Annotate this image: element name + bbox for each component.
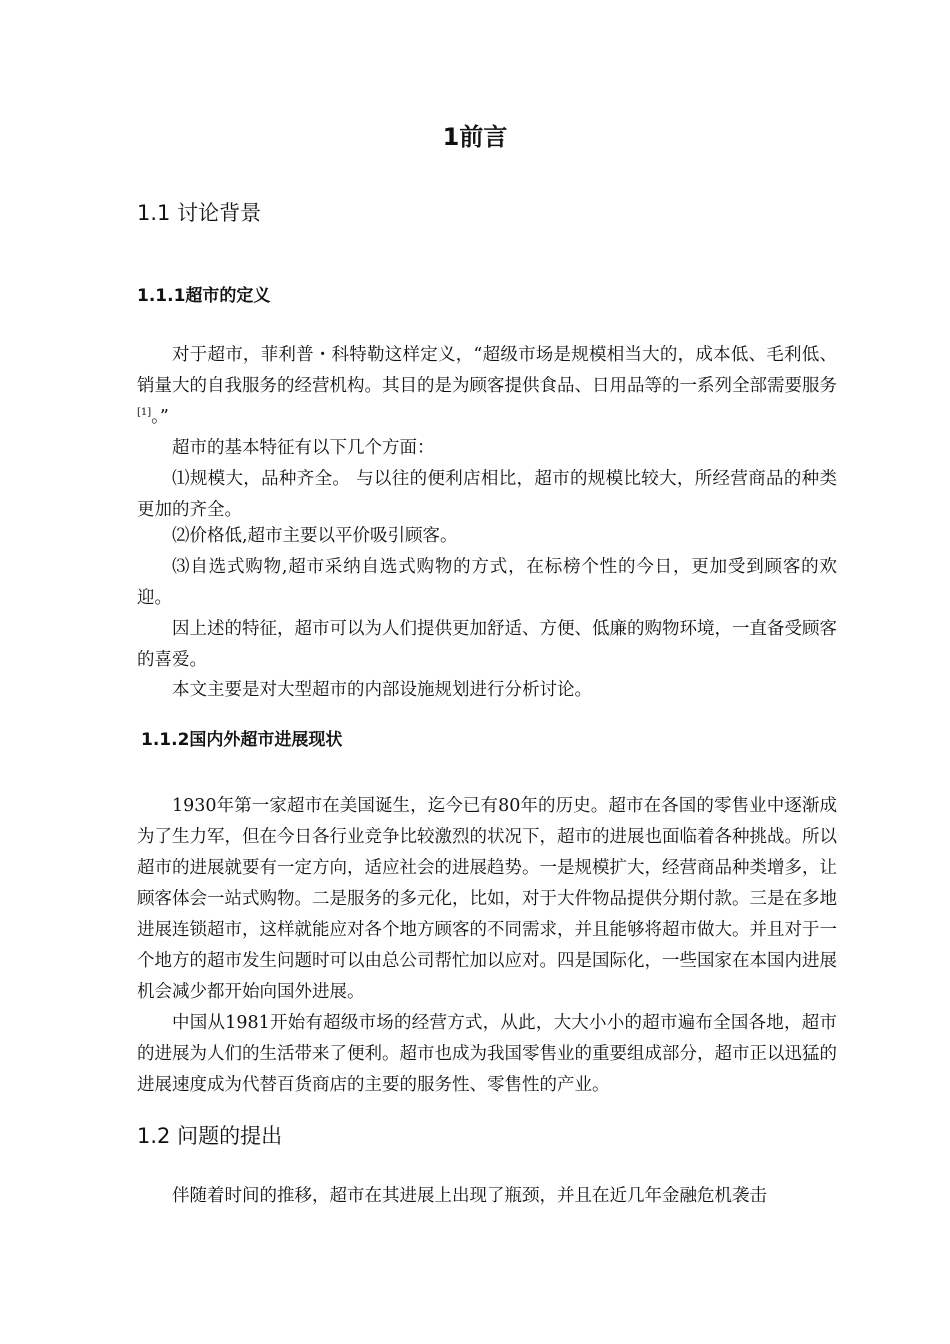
subsection-heading-1-1-1: 1.1.1超市的定义 — [137, 286, 271, 306]
definition-text-end: 。” — [151, 407, 169, 427]
definition-text: 对于超市，菲利普・科特勒这样定义，“超级市场是规模相当大的，成本低、毛利低、销量大的自我服务的经营机构。其目的是为顾客提供食品、日用品等的一系列全部需要服务 — [137, 345, 837, 396]
subsection-heading-1-1-2: 1.1.2国内外超市进展现状 — [141, 730, 343, 750]
paragraph-feature-3: ⑶自选式购物,超市采纳自选式购物的方式，在标榜个性的今日，更加受到顾客的欢迎。 — [137, 557, 837, 608]
paragraph-summary: 因上述的特征，超市可以为人们提供更加舒适、方便、低廉的购物环境，一直备受顾客的喜爱。 — [137, 619, 837, 670]
citation-ref: [1] — [137, 407, 152, 419]
paragraph-problem: 伴随着时间的推移，超市在其进展上出现了瓶颈，并且在近几年金融危机袭击 — [172, 1186, 767, 1206]
paragraph-definition — [137, 340, 837, 433]
chapter-title: 1前言 — [442, 123, 508, 151]
paragraph-feature-2: ⑵价格低,超市主要以平价吸引顾客。 — [172, 526, 458, 546]
section-heading-1-1: 1.1 讨论背景 — [137, 201, 262, 225]
paragraph-aim: 本文主要是对大型超市的内部设施规划进行分析讨论。 — [172, 680, 592, 700]
paragraph-status-1: 1930年第一家超市在美国诞生，迄今已有80年的历史。超市在各国的零售业中逐渐成为了生力军，但在今日各行业竞争比较激烈的状况下，超市的进展也面临着各种挑战。所以超市的进展就要有一定方向，适应社会的进展趋势。一是规模扩大，经营商品种类增多，让顾客体会一站式购物。二是服务的多元化，比如，对于大件物品提供分期付款。三是在多地进展连锁超市，这样就能应对各个地方顾客的不同需求，并且能够将超市做大。并且对于一个地方的超市发生问题时可以由总公司帮忙加以应对。四是国际化，一些国家在本国内进展机会减少都开始向国外进展。 — [137, 796, 837, 1002]
paragraph-features-intro: 超市的基本特征有以下几个方面： — [172, 438, 435, 458]
section-heading-1-2: 1.2 问题的提出 — [137, 1124, 283, 1148]
paragraph-status-2: 中国从1981开始有超级市场的经营方式，从此，大大小小的超市遍布全国各地，超市的进展为人们的生活带来了便利。超市也成为我国零售业的重要组成部分，超市正以迅猛的进展速度成为代替百货商店的主要的服务性、零售性的产业。 — [137, 1013, 837, 1095]
paragraph-feature-1: ⑴规模大，品种齐全。 与以往的便利店相比，超市的规模比较大，所经营商品的种类更加的齐全。 — [137, 469, 837, 520]
